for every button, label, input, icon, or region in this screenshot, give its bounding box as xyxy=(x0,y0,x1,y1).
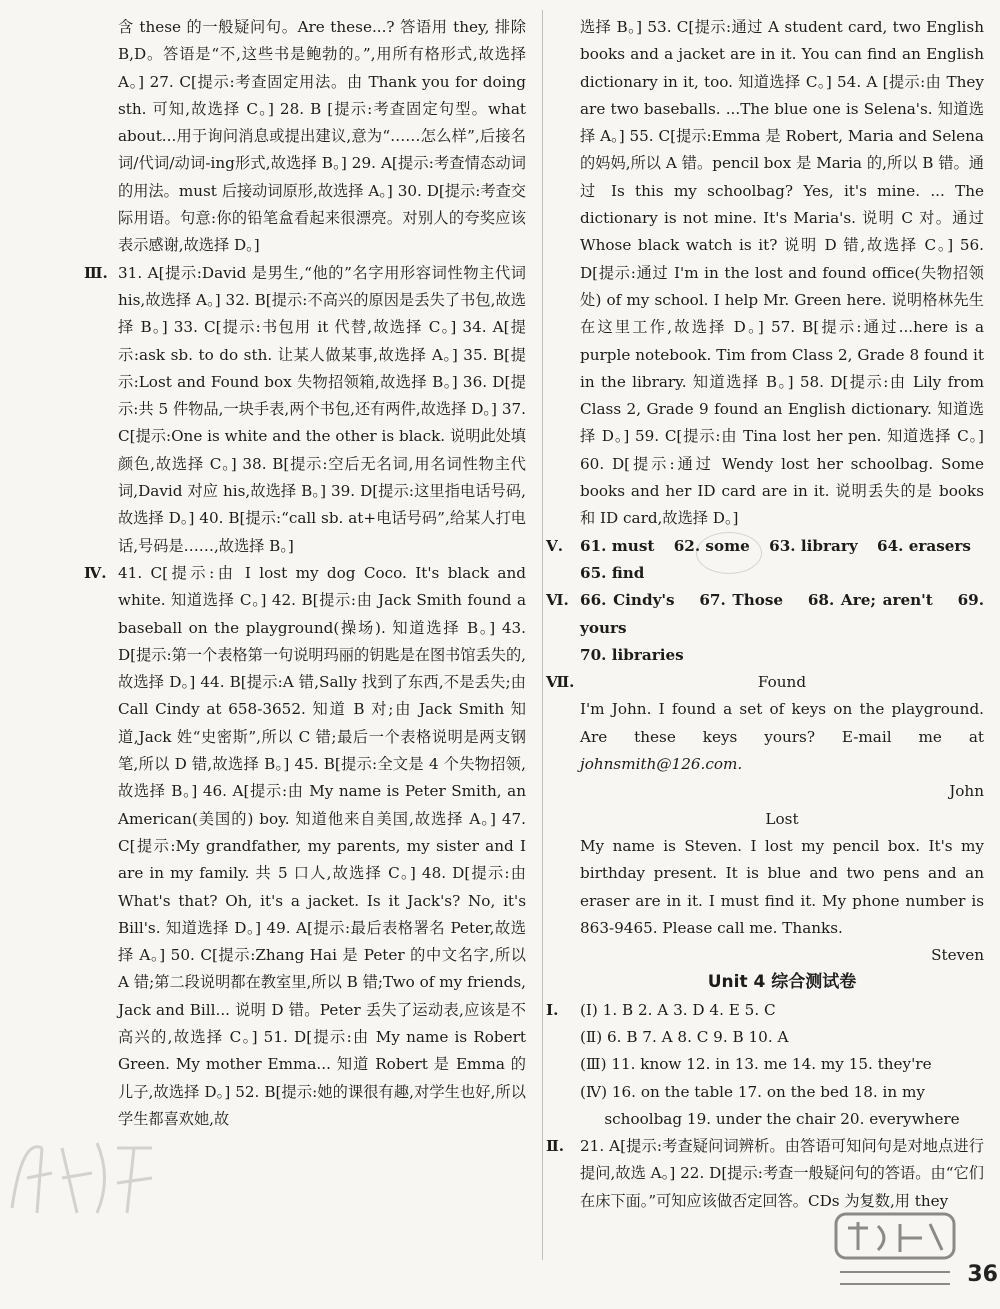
section-4-text: 41. C[提示:由 I lost my dog Coco. It's black and white. 知道选择 C。] 42. B[提示:由 Jack Smith found a baseball on the playground(操场). 知道选择 B。] 43. D[提示:第一个表格第一句说明玛丽的钥匙是在图书馆丢失的,故选择 D。] 44. B[提示:A 错,Sally 找到了东西,不是丢失;由 Call Cindy at 658-3652. 知道 B 对;由 Jack Smith 知道,Jack 姓“史密斯”,所以 C 错;最后一个表格说明是两支钢笔,所以 D 错,故选择 B。] 45. B[提示:全文是 4 个失物招领,故选择 B。] 46. A[提示:由 My name is Peter Smith, an American(美国的) boy. 知道他来自美国,故选择 A。] 47. C[提示:My grandfather, my parents, my sister and I are in my family. 共 5 口人,故选择 C。] 48. D[提示:由 What's that? Oh, it's a jacket. Is it Jack's? No, it's Bill's. 知道选择 D。] 49. A[提示:最后表格署名 Peter,故选择 A。] 50. C[提示:Zhang Hai 是 Peter 的中文名字,所以 A 错;第二段说明都在教室里,所以 B 错;Two of my friends, Jack and Bill... 说明 D 错。Peter 丢失了运动表,应该是不高兴的,故选择 C。] 51. D[提示:由 My name is Robert Green. My mother Emma... 知道 Robert 是 Emma 的儿子,故选择 D。] 52. B[提示:她的课很有趣,对学生也好,所以学生都喜欢她,故 xyxy=(118,563,526,1128)
column-divider xyxy=(542,10,543,1260)
section-number: Ⅶ. xyxy=(546,673,575,692)
answer-item: 67. Those xyxy=(699,591,784,610)
answer-item: 69. yours xyxy=(580,591,984,637)
answer-line: schoolbag 19. under the chair 20. everywhere xyxy=(604,1109,960,1128)
lost-notice-title: Lost xyxy=(765,809,799,828)
page-number: 36 xyxy=(967,1262,998,1287)
answer-line: (Ⅲ) 11. know 12. in 13. me 14. my 15. they're xyxy=(580,1055,932,1074)
found-notice-text: I'm John. I found a set of keys on the playground. Are these keys yours? E-mail me at xyxy=(580,700,984,746)
found-notice-body xyxy=(580,696,984,778)
answer-item: 64. erasers xyxy=(877,536,971,555)
answer-line: (Ⅳ) 16. on the table 17. on the bed 18. in my xyxy=(580,1082,925,1101)
section-5 xyxy=(546,533,984,588)
watermark-logo xyxy=(2,1118,162,1228)
fill-in-answers xyxy=(580,587,984,669)
answer-line: (Ⅱ) 6. B 7. A 8. C 9. B 10. A xyxy=(580,1027,789,1046)
section-number: Ⅴ. xyxy=(546,536,564,555)
found-notice-signature: John xyxy=(949,782,984,801)
answer-line: (Ⅰ) 1. B 2. A 3. D 4. E 5. C xyxy=(580,1000,776,1019)
unit-test-title: Unit 4 综合测试卷 xyxy=(707,972,857,993)
answer-item: 65. find xyxy=(580,563,645,582)
answer-item: 70. libraries xyxy=(580,645,684,664)
left-column xyxy=(84,14,526,1133)
section-4 xyxy=(84,560,526,1133)
fill-in-answers xyxy=(580,533,984,588)
section-3 xyxy=(84,260,526,560)
lost-notice-body: My name is Steven. I lost my pencil box. It's my birthday present. It is blue and two pens and an eraser are in it. I must find it. My phone number is 863-9465. Please call me. Thanks. xyxy=(580,836,984,937)
section-6 xyxy=(546,587,984,669)
stamp-mark xyxy=(696,532,762,574)
answer-item: 62. some xyxy=(673,536,750,555)
found-notice-title: Found xyxy=(757,673,807,692)
section-7 xyxy=(546,669,984,969)
section-2-text: 21. A[提示:考查疑问词辨析。由答语可知问句是对地点进行提问,故选 A。] 22. D[提示:考查一般疑问句的答语。由“它们在床下面。”可知应该做否定回答。CDs 为复数,用 they xyxy=(580,1137,984,1210)
section-number: Ⅳ. xyxy=(84,563,107,582)
answer-paragraph-continued: 选择 B。] 53. C[提示:通过 A student card, two English books and a jacket are in it. You can find an English dictionary in it, too. 知道选择 C。] 54. A [提示:由 They are two baseballs. ...The blue one is Selena's. 知道选择 A。] 55. C[提示:Emma 是 Robert, Maria and Selena 的妈妈,所以 A 错。pencil box 是 Maria 的,所以 B 错。通过 Is this my schoolbag? Yes, it's mine. ... The dictionary is not mine. It's Maria's. 说明 C 对。通过 Whose black watch is it? 说明 D 错,故选择 C。] 56. D[提示:通过 I'm in the lost and found office(失物招领处) of my school. I help Mr. Green here. 说明格林先生在这里工作,故选择 D。] 57. B[提示:通过...here is a purple notebook. Tim from Class 2, Grade 8 found it in the library. 知道选择 B。] 58. D[提示:由 Lily from Class 2, Grade 9 found an English dictionary. 知道选择 D。] 59. C[提示:由 Tina lost her pen. 知道选择 C。] 60. D[提示:通过 Wendy lost her schoolbag. Some books and her ID card are in it. 说明丢失的是 books 和 ID card,故选择 D。] xyxy=(580,18,984,528)
answer-item: 68. Are; aren't xyxy=(807,591,933,610)
email-address: johnsmith@126.com. xyxy=(580,755,743,774)
right-column xyxy=(546,14,984,1215)
section-number: Ⅵ. xyxy=(546,591,569,610)
section-number: Ⅲ. xyxy=(84,263,108,282)
section-number: Ⅰ. xyxy=(546,1000,559,1019)
section-3-text: 31. A[提示:David 是男生,“他的”名字用形容词性物主代词 his,故选择 A。] 32. B[提示:不高兴的原因是丢失了书包,故选择 B。] 33. C[提示:书包用 it 代替,故选择 C。] 34. A[提示:ask sb. to do sth. 让某人做某事,故选择 A。] 35. B[提示:Lost and Found box 失物招领箱,故选择 B。] 36. D[提示:共 5 件物品,一块手表,两个书包,还有两件,故选择 D。] 37. C[提示:One is white and the other is black. 说明此处填颜色,故选择 C。] 38. B[提示:空后无名词,用名词性物主代词,David 对应 his,故选择 B。] 39. D[提示:这里指电话号码,故选择 D。] 40. B[提示:“call sb. at+电话号码”,给某人打电话,号码是……,故选择 B。] xyxy=(118,263,526,555)
answer-item: 66. Cindy's xyxy=(580,591,675,610)
lost-notice-signature: Steven xyxy=(931,946,984,965)
answer-paragraph: 含 these 的一般疑问句。Are these...? 答语用 they, 排除 B,D。答语是“不,这些书是鲍勃的。”,用所有格形式,故选择 A。] 27. C[提示:考查固定用法。由 Thank you for doing sth. 可知,故选择 C。] 28. B [提示:考查固定句型。what about...用于询问消息或提出建议,意为“……怎么样”,后接名词/代词/动词-ing形式,故选择 B。] 29. A[提示:考查情态动词的用法。must 后接动词原形,故选择 A。] 30. D[提示:考查交际用语。句意:你的铅笔盒看起来很漂亮。对别人的夸奖应该表示感谢,故选择 D。] xyxy=(118,18,526,255)
section-number: Ⅱ. xyxy=(546,1137,565,1156)
answer-item: 61. must xyxy=(580,536,655,555)
watermark-logo xyxy=(830,1202,960,1294)
answer-item: 63. library xyxy=(769,536,858,555)
section-1 xyxy=(546,997,984,1133)
